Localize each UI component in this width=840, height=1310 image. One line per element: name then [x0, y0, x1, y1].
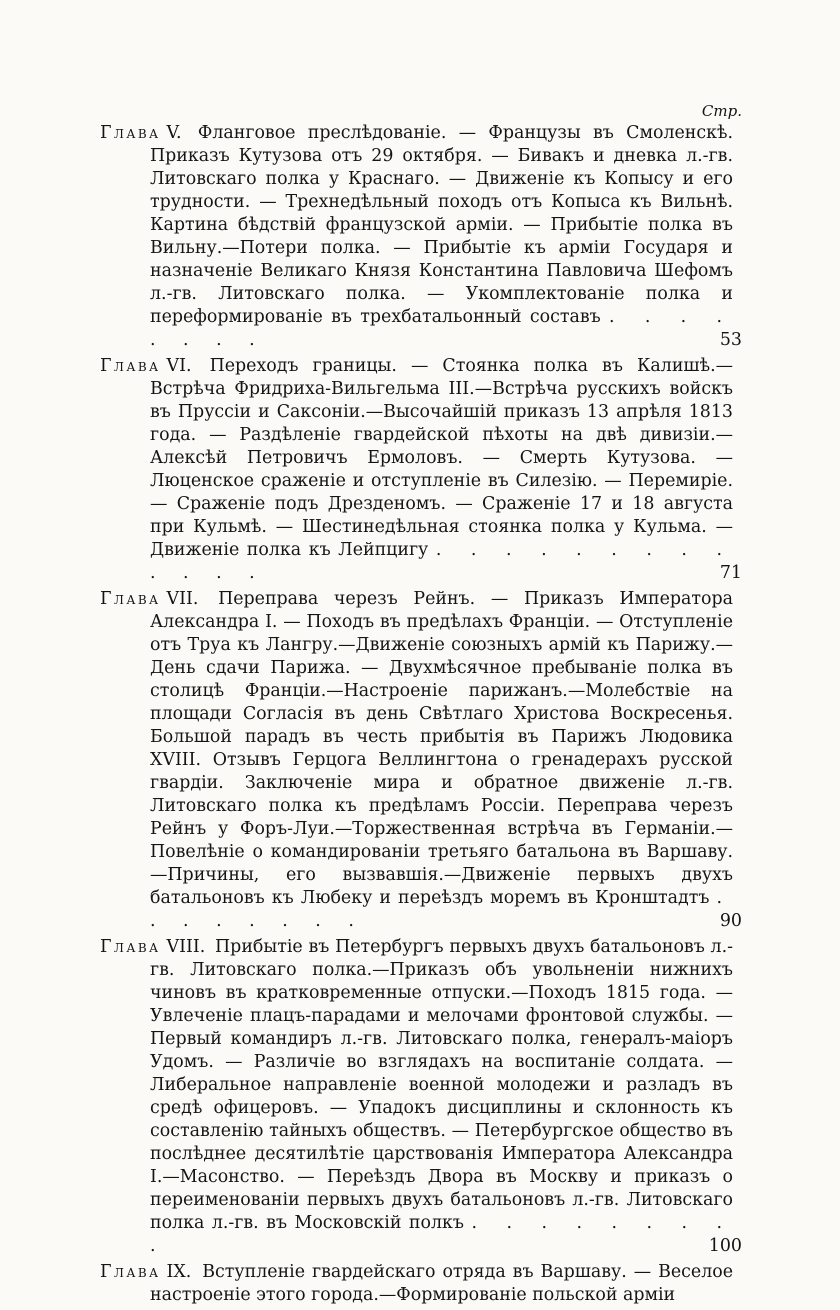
chapter-label: Глава — [100, 123, 161, 143]
toc-entry-chapter-6 — [100, 355, 748, 585]
toc-entry-text — [100, 588, 733, 933]
leader-dots: . . . . . . . . . — [150, 1213, 734, 1256]
chapter-label: Глава — [100, 589, 161, 609]
chapter-numeral: IX. — [166, 1262, 192, 1282]
page-number: 53 — [719, 330, 742, 350]
toc-entry-text — [100, 122, 733, 352]
page-number: 100 — [708, 1236, 742, 1256]
page-number: 90 — [719, 911, 742, 931]
chapter-numeral: VI. — [166, 356, 192, 376]
chapter-summary: Вступленіе гвардейскаго отряда въ Варшаву. — Веселое настроеніе этого города.—Формированіе польской арміи — [150, 1262, 734, 1305]
toc-entry-chapter-5 — [100, 122, 748, 352]
toc-entry-chapter-9 — [100, 1261, 748, 1307]
chapter-label: Глава — [100, 1262, 161, 1282]
leader-dots: . . . . . . . . — [150, 307, 734, 350]
table-of-contents — [100, 122, 748, 1310]
chapter-label: Глава — [100, 356, 161, 376]
leader-dots: . . . . . . . . — [150, 888, 733, 931]
chapter-label: Глава — [100, 937, 161, 957]
chapter-numeral: VIII. — [166, 937, 206, 957]
page-column-header: Стр. — [701, 102, 742, 120]
chapter-summary: Переходъ границы. — Стоянка полка въ Калишѣ.— Встрѣча Фридриха-Вильгельма III.—Встрѣча русскихъ войскъ въ Пруссіи и Саксоніи.—Высочайшій приказъ 13 апрѣля 1813 года. — Раздѣленіе гвардейской пѣхоты на двѣ дивизіи.— Алексѣй Петровичъ Ермоловъ. — Смерть Кутузова. — Люценское сраженіе и отступленіе въ Силезію. — Перемиріе. — Сраженіе подъ Дрезденомъ. — Сраженіе 17 и 18 августа при Кульмѣ. — Шестинедѣльная стоянка полка у Кульма. — Движеніе полка къ Лейпцигу — [150, 356, 733, 560]
page-number: 71 — [719, 563, 742, 583]
leader-dots: . . . . . . . . . . . . . — [150, 540, 734, 583]
toc-entry-text — [100, 936, 733, 1258]
toc-entry-chapter-8 — [100, 936, 748, 1258]
toc-entry-text — [100, 1261, 733, 1307]
chapter-numeral: VII. — [166, 589, 199, 609]
chapter-numeral: V. — [166, 123, 182, 143]
chapter-summary: Переправа черезъ Рейнъ. — Приказъ Императора Александра I. — Походъ въ предѣлахъ Франціи. — Отступленіе отъ Труа къ Лангру.—Движеніе союзныхъ армій къ Парижу.—День сдачи Парижа. — Двухмѣсячное пребываніе полка въ столицѣ Франціи.—Настроеніе парижанъ.—Молебствіе на площади Согласія въ день Свѣтлаго Христова Воскресенья. Большой парадъ въ честь прибытія въ Парижъ Людовика XVIII. Отзывъ Герцога Веллингтона о гренадерахъ русской гвардіи. Заключеніе мира и обратное движеніе л.-гв. Литовскаго полка къ предѣламъ Россіи. Переправа черезъ Рейнъ у Форъ-Луи.—Торжественная встрѣча въ Германіи.—Повелѣніе о командированіи третьяго батальона въ Варшаву.—Причины, его вызвавшія.—Движеніе первыхъ двухъ батальоновъ къ Любеку и переѣздъ моремъ въ Кронштадтъ — [150, 589, 733, 908]
toc-entry-chapter-7 — [100, 588, 748, 933]
chapter-summary: Прибытіе въ Петербургъ первыхъ двухъ батальоновъ л.-гв. Литовскаго полка.—Приказъ объ увольненіи нижнихъ чиновъ въ кратковременные отпуски.—Походъ 1815 года. — Увлеченіе плацъ-парадами и мелочами фронтовой службы. — Первый командиръ л.-гв. Литовскаго полка, генералъ-маіоръ Удомъ. — Различіе во взглядахъ на воспитаніе солдата. — Либеральное направленіе военной молодежи и разладъ въ средѣ офицеровъ. — Упадокъ дисциплины и склонность къ составленію тайныхъ обществъ. — Петербургское общество въ послѣднее десятилѣтіе царствованія Императора Александра I.—Масонство. — Переѣздъ Двора въ Москву и приказъ о переименованіи первыхъ двухъ батальоновъ л.-гв. Литовскаго полка л.-гв. въ Московскій полкъ — [150, 937, 734, 1233]
chapter-summary: Фланговое преслѣдованіе. — Французы въ Смоленскѣ. Приказъ Кутузова отъ 29 октября. — Бивакъ и дневка л.-гв. Литовскаго полка у Краснаго. — Движеніе къ Копысу и его трудности. — Трехнедѣльный походъ отъ Копыса къ Вильнѣ. Картина бѣдствій французской арміи. — Прибытіе полка въ Вильну.—Потери полка. — Прибытіе къ арміи Государя и назначеніе Великаго Князя Константина Павловича Шефомъ л.-гв. Литовскаго полка. — Укомплектованіе полка и переформированіе въ трехбатальонный составъ — [150, 123, 733, 327]
toc-entry-text — [100, 355, 733, 585]
